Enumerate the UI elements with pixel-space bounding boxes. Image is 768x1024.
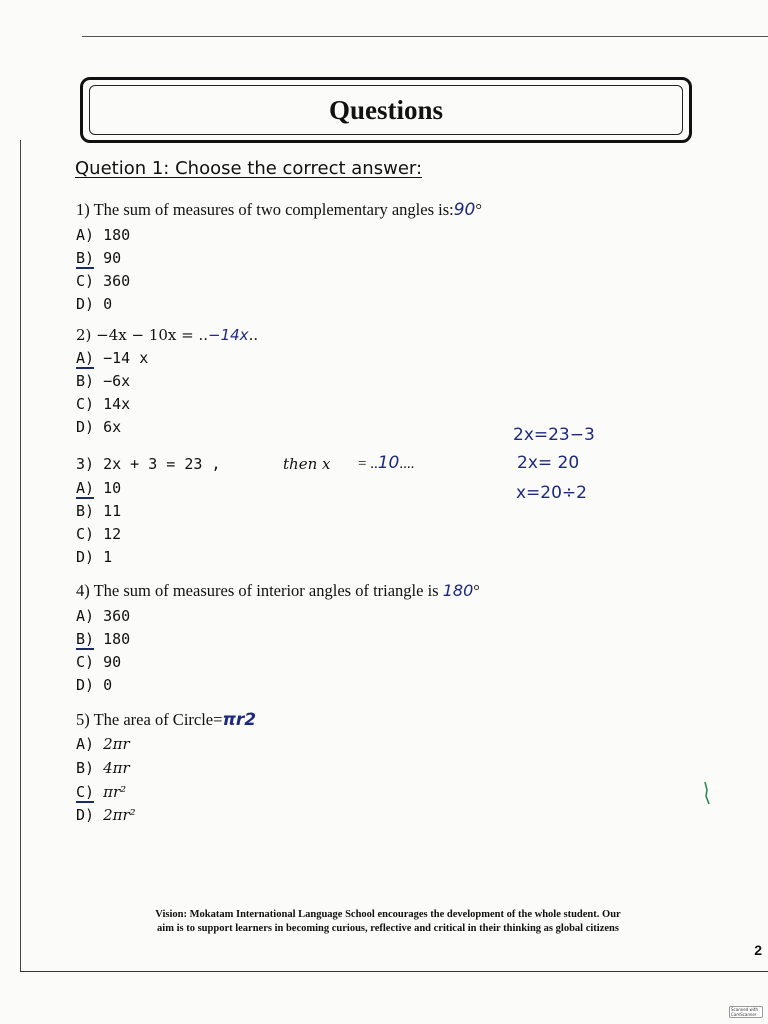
scanner-badge-text: Scanned with CamScanner — [731, 1007, 759, 1017]
q3-option-a — [76, 479, 121, 499]
q1-option-b-text: 90 — [103, 249, 122, 267]
question-3-suffix: .... — [399, 456, 415, 472]
q3-option-c-text: 12 — [103, 525, 122, 543]
question-4-suffix: ° — [473, 581, 480, 600]
q5-option-a — [76, 735, 130, 753]
question-5 — [76, 710, 256, 730]
q3-option-d-letter: D) — [76, 548, 95, 566]
q3-option-a-text: 10 — [103, 479, 122, 497]
q5-option-c-text: πr² — [103, 783, 127, 801]
top-rule — [82, 36, 768, 37]
left-rule — [20, 140, 21, 972]
q5-option-b-letter: B) — [76, 759, 95, 777]
question-3-answer-line — [358, 453, 414, 473]
q4-option-c — [76, 653, 121, 671]
question-2-prompt: 2) −4x − 10x = .. — [76, 326, 209, 344]
q2-option-d-text: 6x — [103, 418, 122, 436]
q1-option-d-text: 0 — [103, 295, 113, 313]
q1-option-a-text: 180 — [103, 226, 131, 244]
q5-option-d-text: 2πr² — [103, 806, 136, 824]
q2-option-a-text: −14 x — [103, 349, 149, 367]
q1-option-d — [76, 295, 112, 313]
q5-option-a-text: 2πr — [103, 735, 130, 753]
working-line-1: 2x=23−3 — [513, 425, 595, 445]
q2-option-c — [76, 395, 130, 413]
q4-option-a — [76, 607, 130, 625]
scanner-watermark — [729, 1006, 763, 1018]
q2-option-c-text: 14x — [103, 395, 131, 413]
q4-option-d-text: 0 — [103, 676, 113, 694]
q3-option-d-text: 1 — [103, 548, 113, 566]
question-1-answer: 90 — [453, 200, 476, 220]
q5-option-b-text: 4πr — [103, 759, 130, 777]
q5-option-b — [76, 759, 130, 777]
footer-line-1-text: Mokatam International Language School encourages the development of the whole student. Our — [189, 909, 621, 920]
question-1 — [76, 200, 482, 220]
pen-mark-icon — [704, 780, 710, 806]
q5-option-c — [76, 783, 126, 803]
q4-option-a-letter: A) — [76, 607, 95, 625]
q1-option-c-letter: C) — [76, 272, 95, 290]
q4-option-b-letter: B) — [76, 630, 95, 648]
footer-line-2: aim is to support learners in becoming curious, reflective and critical in their thinking as global citizens — [157, 923, 619, 934]
q1-option-b-letter: B) — [76, 249, 95, 267]
q5-option-a-letter: A) — [76, 735, 95, 753]
question-1-suffix: ° — [475, 200, 482, 219]
q4-option-d-letter: D) — [76, 676, 95, 694]
q2-option-a — [76, 349, 148, 369]
q1-option-c — [76, 272, 130, 290]
q4-option-b-text: 180 — [103, 630, 131, 648]
q3-option-c — [76, 525, 121, 543]
question-3-prompt: 3) 2x + 3 = 23 , — [76, 455, 221, 473]
q4-option-d — [76, 676, 112, 694]
bottom-rule — [20, 971, 768, 972]
question-2-suffix: .. — [248, 326, 259, 344]
q1-option-a-letter: A) — [76, 226, 95, 244]
q2-option-a-letter: A) — [76, 349, 95, 367]
footer-vision — [118, 908, 658, 936]
working-line-3: x=20÷2 — [516, 483, 587, 503]
question-2-answer: −14x — [208, 326, 249, 344]
q1-option-b — [76, 249, 121, 269]
q3-option-c-letter: C) — [76, 525, 95, 543]
working-line-2: 2x= 20 — [517, 453, 580, 473]
question-3-answer: 10 — [377, 453, 400, 473]
question-5-prompt: 5) The area of Circle= — [76, 710, 223, 729]
section-heading: Quetion 1: Choose the correct answer: — [75, 158, 423, 179]
question-4-prompt: 4) The sum of measures of interior angles of triangle is — [76, 581, 439, 600]
page-number: 2 — [754, 942, 762, 958]
q4-option-c-letter: C) — [76, 653, 95, 671]
q1-option-a — [76, 226, 130, 244]
question-4-answer: 180 — [442, 581, 474, 600]
page-title: Questions — [328, 95, 444, 125]
footer-line-1 — [118, 908, 658, 922]
q5-option-c-letter: C) — [76, 783, 95, 801]
question-4 — [76, 581, 480, 601]
q3-option-b — [76, 502, 121, 520]
question-3-equals: = .. — [358, 456, 378, 472]
q1-option-c-text: 360 — [103, 272, 131, 290]
q2-option-b — [76, 372, 130, 390]
question-3-then: then x — [283, 455, 331, 473]
question-2 — [76, 326, 258, 344]
question-1-prompt: 1) The sum of measures of two complementary angles is: — [76, 200, 454, 219]
q5-option-d-letter: D) — [76, 806, 95, 824]
q5-option-d — [76, 806, 136, 824]
title-box — [80, 77, 692, 143]
q4-option-c-text: 90 — [103, 653, 122, 671]
q1-option-d-letter: D) — [76, 295, 95, 313]
q3-option-a-letter: A) — [76, 479, 95, 497]
footer-vision-label: Vision: — [155, 909, 187, 920]
question-3 — [76, 455, 221, 473]
question-5-answer: πr2 — [222, 710, 257, 730]
q3-option-d — [76, 548, 112, 566]
q2-option-d — [76, 418, 121, 436]
q4-option-b — [76, 630, 130, 650]
q4-option-a-text: 360 — [103, 607, 131, 625]
q2-option-d-letter: D) — [76, 418, 95, 436]
q2-option-b-letter: B) — [76, 372, 95, 390]
q2-option-c-letter: C) — [76, 395, 95, 413]
q3-option-b-letter: B) — [76, 502, 95, 520]
q3-option-b-text: 11 — [103, 502, 122, 520]
q2-option-b-text: −6x — [103, 372, 131, 390]
